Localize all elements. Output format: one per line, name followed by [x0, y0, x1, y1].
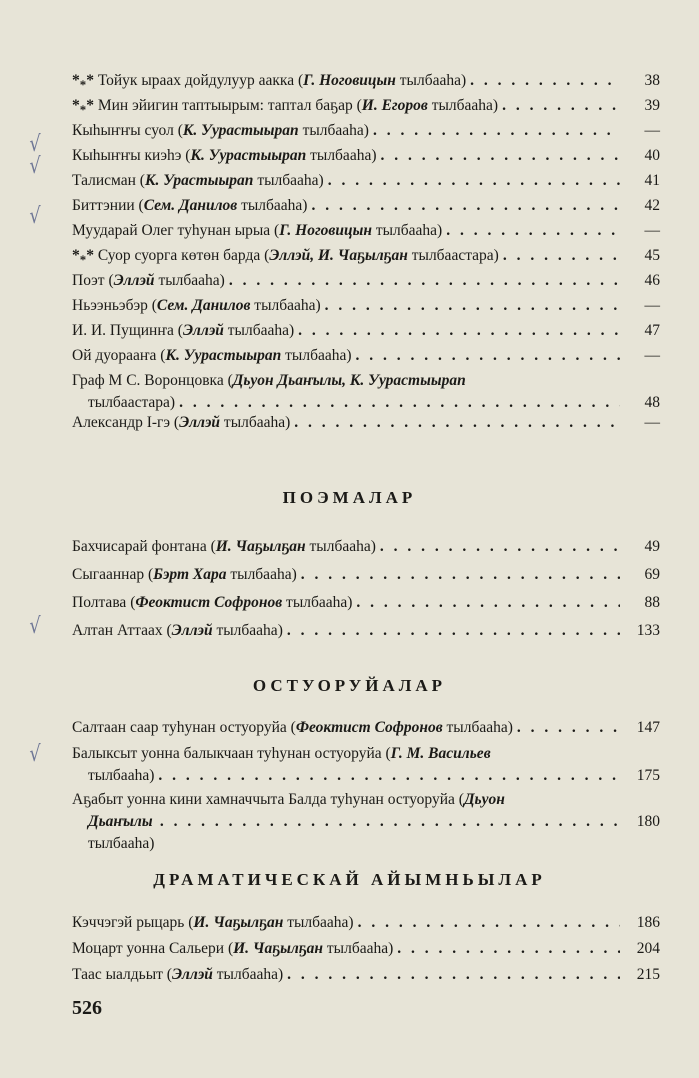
toc-list-tales [72, 717, 660, 852]
check-mark: √ [29, 614, 41, 639]
page-ref: 48 [644, 394, 660, 411]
toc-entry: Ой дуорааҥа (К. Уурастыырап тылбааһа) . . . — [72, 345, 660, 370]
toc-entry: Алтан Аттаах (Эллэй тылбааһа) . . . 133 [72, 620, 660, 648]
toc-entry: $*_**$ Суор суорга көтөн барда (Эллэй, И. Чаҕылҕан тылбаастара) . . . 45 [72, 245, 660, 270]
toc-entry: Балыксыт уонна балыкчаан туһунан остуоруйа (Г. М. Васильев тылбааһа) . . . 175 [72, 743, 660, 789]
toc-entry: Сыгааннар (Бэрт Хара тылбааһа) . . . 69 [72, 564, 660, 592]
page-ref: 133 [636, 622, 660, 639]
toc-entry: Кыһыҥҥы киэһэ (К. Уурастыырап тылбааһа) . . . 40 [72, 145, 660, 170]
check-mark: √ [29, 742, 41, 767]
toc-entry: Муударай Олег туһунан ырыа (Г. Ноговицын тылбааһа) . . . — [72, 220, 660, 245]
toc-entry: Биттэнии (Сем. Данилов тылбааһа) . . . 42 [72, 195, 660, 220]
toc-entry: Талисман (К. Урастыырап тылбааһа) . . . 41 [72, 170, 660, 195]
page-ref: 47 [644, 322, 660, 339]
toc-list-poems [72, 70, 660, 437]
page-ref: — [644, 347, 660, 364]
section-heading-drama: ДРАМАТИЧЕСКАЙ АЙЫМНЬЫЛАР [153, 870, 546, 889]
page-ref: 180 [636, 813, 660, 830]
toc-entry: Поэт (Эллэй тылбааһа) . . . 46 [72, 270, 660, 295]
toc-entry: Таас ыалдьыт (Эллэй тылбааһа) . . . 215 [72, 964, 660, 990]
toc-entry: $*_**$ Мин эйигин таптыырым: таптал баҕар (И. Егоров тылбааһа) . . . 39 [72, 95, 660, 120]
toc-entry: Кэччэгэй рыцарь (И. Чаҕылҕан тылбааһа) . . . 186 [72, 912, 660, 938]
page-ref: 46 [644, 272, 660, 289]
page-ref: — [644, 414, 660, 431]
page-ref: — [644, 222, 660, 239]
check-mark: √ [29, 132, 41, 157]
page-ref: 147 [636, 719, 660, 736]
toc-entry: Граф М С. Воронцовка (Дьуон Дьаҥылы, К. Уурастыырап тылбаастара) . . . 48 [72, 370, 660, 412]
toc-list-drama [72, 912, 660, 990]
page-ref: 175 [636, 767, 660, 784]
page-ref: 38 [644, 72, 660, 89]
page-ref: — [644, 122, 660, 139]
toc-entry: Александр I-гэ (Эллэй тылбааһа) . . . — [72, 412, 660, 437]
page-number: 526 [72, 997, 102, 1019]
page-ref: 41 [644, 172, 660, 189]
toc-entry: Моцарт уонна Сальери (И. Чаҕылҕан тылбааһа) . . . 204 [72, 938, 660, 964]
page-ref: 39 [644, 97, 660, 114]
page-ref: 69 [644, 566, 660, 583]
page-ref: 42 [644, 197, 660, 214]
page-ref: 40 [644, 147, 660, 164]
toc-entry: Аҕабыт уонна кини хамначчыта Балда туһунан остуоруйа (Дьуон Дьаҥылы тылбааһа) . . . 180 [72, 789, 660, 835]
toc-entry: Салтаан саар туһунан остуоруйа (Феоктист Софронов тылбааһа) . . . 147 [72, 717, 660, 743]
toc-list-poemas [72, 536, 660, 648]
page-ref: 88 [644, 594, 660, 611]
toc-entry: И. И. Пущинҥа (Эллэй тылбааһа) . . . 47 [72, 320, 660, 345]
toc-entry: Ньээньэбэр (Сем. Данилов тылбааһа) . . . — [72, 295, 660, 320]
page-ref: 186 [636, 914, 660, 931]
page-ref: — [644, 297, 660, 314]
toc-entry: Бахчисарай фонтана (И. Чаҕылҕан тылбааһа) . . . 49 [72, 536, 660, 564]
page-ref: 215 [636, 966, 660, 983]
page-ref: 49 [644, 538, 660, 555]
check-mark: √ [29, 154, 41, 179]
section-heading-poems: ПОЭМАЛАР [282, 488, 417, 507]
page-ref: 45 [644, 247, 660, 264]
toc-entry: Кыһыҥҥы суол (К. Уурастыырап тылбааһа) . . . — [72, 120, 660, 145]
toc-entry: $*_**$ Тойук ыраах дойдулуур аакка (Г. Ноговицын тылбааһа) . . . 38 [72, 70, 660, 95]
section-heading-tales: ОСТУОРУЙАЛАР [252, 676, 447, 695]
toc-entry: Полтава (Феоктист Софронов тылбааһа) . . . 88 [72, 592, 660, 620]
check-mark: √ [29, 204, 41, 229]
page-ref: 204 [636, 940, 660, 957]
